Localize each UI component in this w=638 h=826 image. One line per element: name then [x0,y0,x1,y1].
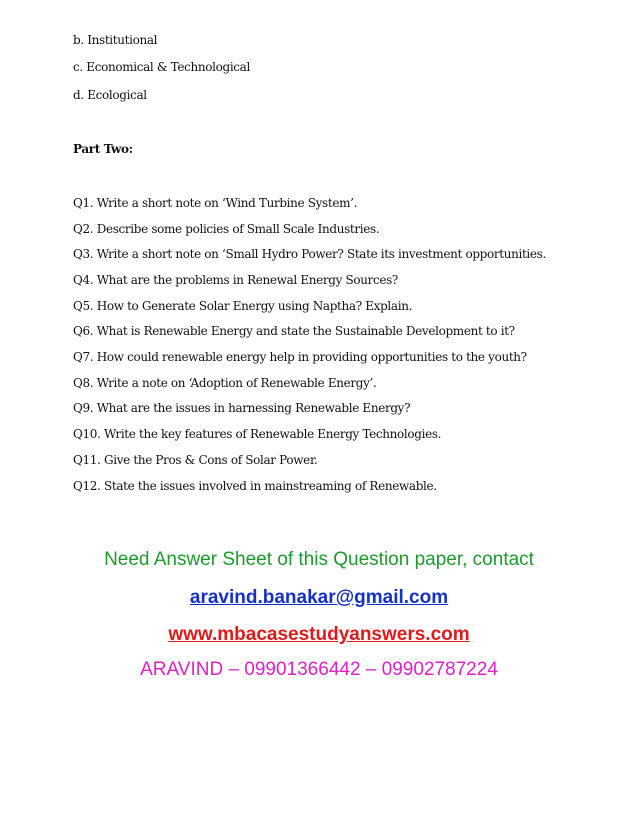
section-heading: Part Two: [73,142,133,156]
option-b: b. Institutional [73,33,158,47]
contact-message: Need Answer Sheet of this Question paper, contact [104,549,534,570]
question-9: Q9. What are the issues in harnessing Renewable Energy? [73,401,411,415]
question-10: Q10. Write the key features of Renewable Energy Technologies. [73,427,442,441]
question-5: Q5. How to Generate Solar Energy using Naptha? Explain. [73,299,413,313]
contact-email-link[interactable]: aravind.banakar@gmail.com [189,587,449,608]
option-d: d. Ecological [73,88,147,102]
contact-website-link[interactable]: www.mbacasestudyanswers.com [168,624,470,645]
contact-phones: ARAVIND – 09901366442 – 09902787224 [140,659,498,680]
question-7: Q7. How could renewable energy help in providing opportunities to the youth? [73,350,527,364]
option-c: c. Economical & Technological [73,60,250,74]
question-12: Q12. State the issues involved in mainstreaming of Renewable. [73,479,437,493]
question-3: Q3. Write a short note on ‘Small Hydro Power? State its investment opportunities. [73,247,546,261]
question-6: Q6. What is Renewable Energy and state the Sustainable Development to it? [73,324,515,338]
question-8: Q8. Write a note on ‘Adoption of Renewable Energy’. [73,376,377,390]
question-11: Q11. Give the Pros & Cons of Solar Power. [73,453,318,467]
question-2: Q2. Describe some policies of Small Scale Industries. [73,222,380,236]
question-4: Q4. What are the problems in Renewal Energy Sources? [73,273,398,287]
question-1: Q1. Write a short note on ‘Wind Turbine System’. [73,196,358,210]
